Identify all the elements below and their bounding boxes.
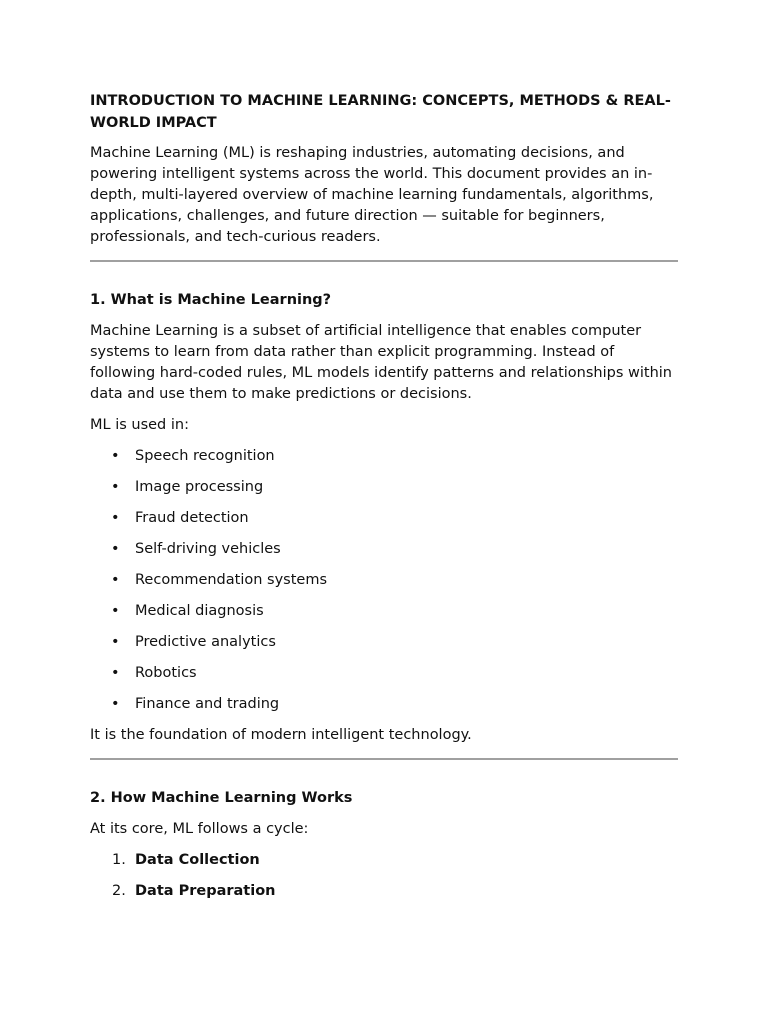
list-item	[90, 539, 678, 560]
section-1-heading: 1. What is Machine Learning?	[90, 292, 332, 308]
document-title: INTRODUCTION TO MACHINE LEARNING: CONCEPTS, METHODS & REAL-WORLD IMPACT	[90, 93, 671, 131]
list-item-text: Recommendation systems	[135, 572, 327, 588]
list-item-text: Fraud detection	[135, 510, 249, 526]
bullet-icon: •	[111, 603, 120, 619]
list-item	[90, 477, 678, 498]
list-item-text: Image processing	[135, 479, 264, 495]
ml-cycle-steps	[90, 850, 678, 902]
step-item	[90, 850, 678, 871]
list-item-text: Predictive analytics	[135, 634, 276, 650]
section-1-closing: It is the foundation of modern intelligent technology.	[90, 727, 472, 743]
ml-uses-list	[90, 446, 678, 715]
section-1-list-intro: ML is used in:	[90, 417, 189, 433]
step-label: Data Collection	[135, 852, 260, 868]
list-item	[90, 446, 678, 467]
section-2-heading: 2. How Machine Learning Works	[90, 790, 353, 806]
list-item	[90, 508, 678, 529]
section-divider	[90, 758, 678, 760]
list-item-text: Self-driving vehicles	[135, 541, 281, 557]
bullet-icon: •	[111, 696, 120, 712]
list-item	[90, 632, 678, 653]
step-item	[90, 881, 678, 902]
bullet-icon: •	[111, 572, 120, 588]
list-item-text: Robotics	[135, 665, 197, 681]
bullet-icon: •	[111, 510, 120, 526]
list-item	[90, 601, 678, 622]
list-item-text: Medical diagnosis	[135, 603, 264, 619]
bullet-icon: •	[111, 541, 120, 557]
list-item-text: Finance and trading	[135, 696, 280, 712]
list-item	[90, 694, 678, 715]
bullet-icon: •	[111, 634, 120, 650]
intro-paragraph: Machine Learning (ML) is reshaping industries, automating decisions, and powering intelligent systems across the world. This document provides an in-depth, multi-layered overview of machine learning fundamentals, algorithms, applications, challenges, and future direction — suitable for beginners, professionals, and tech-curious readers.	[90, 145, 654, 245]
step-number: 2.	[112, 883, 126, 899]
bullet-icon: •	[111, 448, 120, 464]
step-label: Data Preparation	[135, 883, 276, 899]
list-item	[90, 570, 678, 591]
list-item	[90, 663, 678, 684]
bullet-icon: •	[111, 479, 120, 495]
section-divider	[90, 260, 678, 262]
section-2-intro: At its core, ML follows a cycle:	[90, 821, 309, 837]
step-number: 1.	[112, 852, 126, 868]
bullet-icon: •	[111, 665, 120, 681]
section-1-paragraph: Machine Learning is a subset of artificial intelligence that enables computer systems to learn from data rather than explicit programming. Instead of following hard-coded rules, ML models identify patterns and relationships within data and use them to make predictions or decisions.	[90, 323, 672, 402]
list-item-text: Speech recognition	[135, 448, 275, 464]
